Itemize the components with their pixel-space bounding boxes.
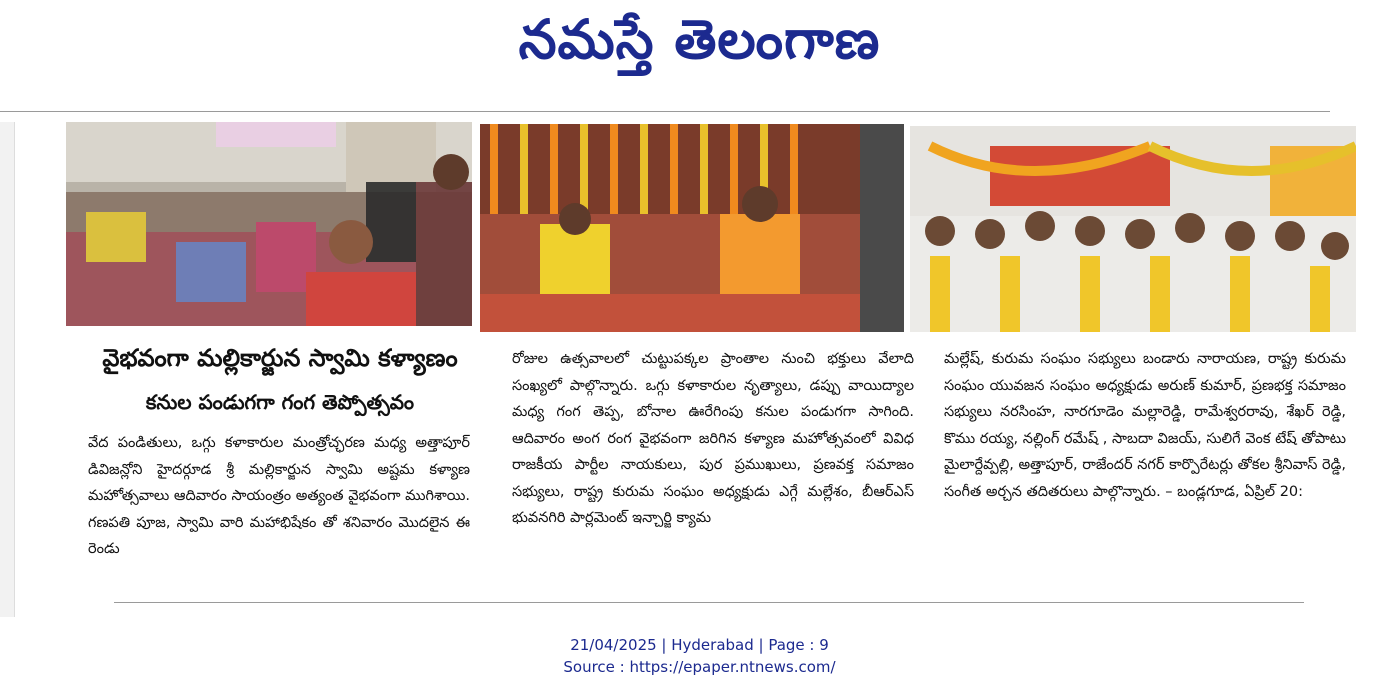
article-column-2 — [512, 346, 914, 532]
newspaper-logo-title: నమస్తే తెలంగాణ — [518, 8, 881, 71]
photo-kalyanam-ritual — [480, 124, 904, 332]
top-rule — [0, 111, 1330, 112]
article-headline: వైభవంగా మల్లికార్జున స్వామి కళ్యాణం — [102, 344, 458, 372]
article-column-3 — [944, 346, 1346, 505]
footer-date-line: 21/04/2025 | Hyderabad | Page : 9 — [570, 636, 829, 654]
article-column-3-text: మల్లేష్, కురుమ సంఘం సభ్యులు బండారు నారాయణ, రాష్ట్ర కురుమ సంఘం యువజన సంఘం అధ్యక్షుడు అరుణ్ కుమార్, ప్రణభక్త సమాజం సభ్యులు నరసింహ, నారగూడెం మల్లారెడ్డి, రామేశ్వరరావు, శేఖర్ రెడ్డి, కొము రయ్య, నల్లింగ్ రమేష్ , సాబదా విజయ్, సులిగే వెంక టేష్ తోపాటు మైలార్దేవ్పల్లి, అత్తాపూర్, రాజేందర్ నగర్ కార్పొరేటర్లు తోకల శ్రీనివాస్ రెడ్డి, సంగీత అర్చన తదితరులు పాల్గొన్నారు. – బండ్లగూడ, ఏప్రిల్ 20: — [944, 351, 1346, 500]
footer-source-line: Source : https://epaper.ntnews.com/ — [563, 658, 836, 676]
article-column-1 — [88, 430, 470, 563]
photo-dignitaries-group — [910, 126, 1356, 332]
bottom-rule — [114, 602, 1304, 603]
photo-crowd-devotees — [66, 122, 472, 326]
adjacent-page-edge — [0, 122, 15, 617]
article-subheadline: కనుల పండుగగా గంగ తెప్పోత్సవం — [145, 390, 415, 414]
masthead — [0, 0, 1399, 80]
article-column-2-text: రోజుల ఉత్సవాలలో చుట్టుపక్కల ప్రాంతాల నుంచి భక్తులు వేలాది సంఖ్యలో పాల్గొన్నారు. ఒగ్గు కళాకారుల నృత్యాలు, డప్పు వాయిద్యాల మధ్య గంగ తెప్ప, బోనాల ఊరేగింపు కనుల పండుగగా సాగింది. ఆదివారం అంగ రంగ వైభవంగా జరిగిన కళ్యాణ మహోత్సవంలో వివిధ రాజకీయ పార్టీల నాయకులు, పుర ప్రముఖులు, ప్రణవక్త సమాజం సభ్యులు, రాష్ట్ర కురుమ సంఘం అధ్యక్షుడు ఎగ్గే మల్లేశం, బీఆర్ఎస్ భువనగిరి పార్లమెంట్ ఇన్చార్జి క్యామ — [512, 351, 914, 526]
article-column-1-text: వేద పండితులు, ఒగ్గు కళాకారుల మంత్రోచ్ఛరణ మధ్య అత్తాపూర్ డివిజన్లోని హైదర్గూడ శ్రీ మల్లికార్జున స్వామి అష్టమ కళ్యాణ మహోత్సవాలు ఆదివారం సాయంత్రం అత్యంత వైభవంగా ముగిశాయి. గణపతి పూజ, స్వామి వారి మహాభిషేకం తో శనివారం మొదలైన ఈ రెండు — [88, 435, 470, 557]
